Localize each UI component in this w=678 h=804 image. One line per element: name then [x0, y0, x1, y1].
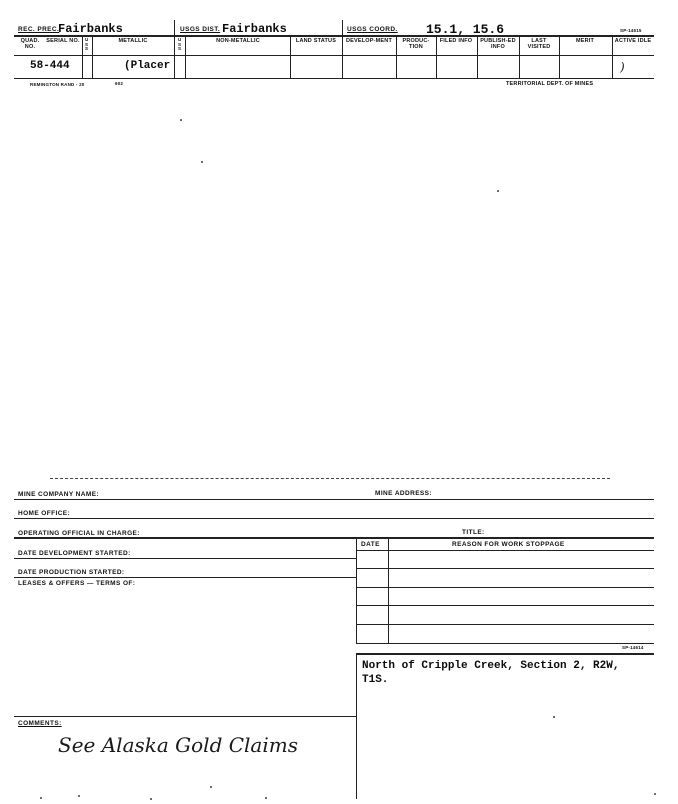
form-line — [14, 537, 654, 539]
active-mark: ) — [620, 60, 625, 74]
date-production-label: DATE PRODUCTION STARTED: — [18, 569, 125, 576]
col-metallic: METALLIC — [118, 38, 148, 44]
date-development-label: DATE DEVELOPMENT STARTED: — [18, 550, 131, 557]
table-line — [356, 624, 654, 625]
metallic-value: (Placer — [124, 60, 171, 72]
col-land-status: LAND STATUS — [295, 38, 337, 44]
table-border — [356, 538, 357, 643]
printer-code: 602 — [115, 81, 124, 86]
form-line — [14, 716, 356, 717]
divider — [185, 36, 186, 78]
usgs-dist-label: USGS DIST. — [180, 26, 221, 33]
col-merit: MERIT — [575, 38, 595, 44]
divider — [612, 36, 613, 78]
scan-speck — [40, 797, 42, 799]
divider — [174, 20, 175, 78]
table-line — [356, 568, 654, 569]
scan-speck — [210, 786, 212, 788]
divider — [342, 20, 343, 78]
comments-label: COMMENTS: — [18, 720, 62, 727]
usgs-coord-value: 15.1, 15.6 — [426, 22, 505, 37]
reason-column-header: REASON FOR WORK STOPPAGE — [452, 541, 565, 548]
rec-prec-label: REC. PREC. — [18, 26, 60, 33]
col-published-info: PUBLISH-ED INFO — [480, 38, 516, 50]
home-office-label: HOME OFFICE: — [18, 510, 71, 517]
date-column-header: DATE — [361, 541, 380, 548]
scan-speck — [265, 797, 267, 799]
column-border — [356, 653, 357, 799]
col-serial-no: SERIAL NO. — [46, 38, 80, 44]
mine-address-label: MINE ADDRESS: — [375, 490, 432, 497]
col-development: DEVELOP-MENT — [345, 38, 393, 44]
operating-official-label: OPERATING OFFICIAL IN CHARGE: — [18, 530, 140, 537]
table-border — [388, 538, 389, 643]
scan-speck — [553, 716, 555, 718]
scan-speck — [497, 190, 499, 192]
form-line — [14, 558, 356, 559]
scan-speck — [150, 798, 152, 800]
divider — [92, 36, 93, 78]
header-rule — [14, 35, 654, 37]
col-quad-no: QUAD. NO. — [20, 38, 40, 50]
form-line — [14, 577, 356, 578]
scan-speck — [654, 793, 656, 795]
department-name: TERRITORIAL DEPT. OF MINES — [506, 81, 594, 87]
form-number: SP-14615 — [620, 28, 642, 33]
col-production: PRODUC-TION — [402, 38, 430, 50]
table-line — [356, 643, 654, 644]
scan-speck — [201, 161, 203, 163]
table-line — [356, 550, 654, 551]
title-label: TITLE: — [462, 529, 485, 536]
scan-speck — [78, 795, 80, 797]
table-line — [356, 605, 654, 606]
printer-name: REMINGTON RAND - 20 — [30, 82, 85, 87]
leases-label: LEASES & OFFERS — TERMS OF: — [18, 580, 136, 587]
card-edge — [50, 478, 610, 479]
location-note-line2: T1S. — [362, 674, 389, 686]
mine-company-label: MINE COMPANY NAME: — [18, 491, 99, 498]
form-line — [356, 653, 654, 655]
quad-serial-value: 58-444 — [30, 60, 70, 72]
col-active-idle: ACTIVE IDLE — [614, 38, 652, 44]
rec-prec-value: Fairbanks — [58, 22, 123, 36]
location-note-line1: North of Cripple Creek, Section 2, R2W, — [362, 660, 620, 672]
divider — [290, 36, 291, 78]
lower-form-number: SP-14614 — [622, 645, 644, 650]
col-filed-info: FILED INFO — [439, 38, 473, 44]
table-line — [356, 587, 654, 588]
column-header-rule — [14, 55, 654, 56]
col-uss-a: U S S — [85, 37, 89, 52]
usgs-coord-label: USGS COORD. — [347, 26, 398, 33]
col-uss-b: U S S — [178, 37, 182, 52]
form-line — [14, 518, 654, 519]
scan-speck — [180, 119, 182, 121]
comments-handwritten: See Alaska Gold Claims — [58, 733, 298, 757]
divider — [82, 36, 83, 78]
form-line — [14, 499, 654, 500]
col-last-visited: LAST VISITED — [527, 38, 551, 50]
col-non-metallic: NON-METALLIC — [216, 38, 260, 44]
usgs-dist-value: Fairbanks — [222, 22, 287, 36]
row-bottom-rule — [14, 78, 654, 79]
